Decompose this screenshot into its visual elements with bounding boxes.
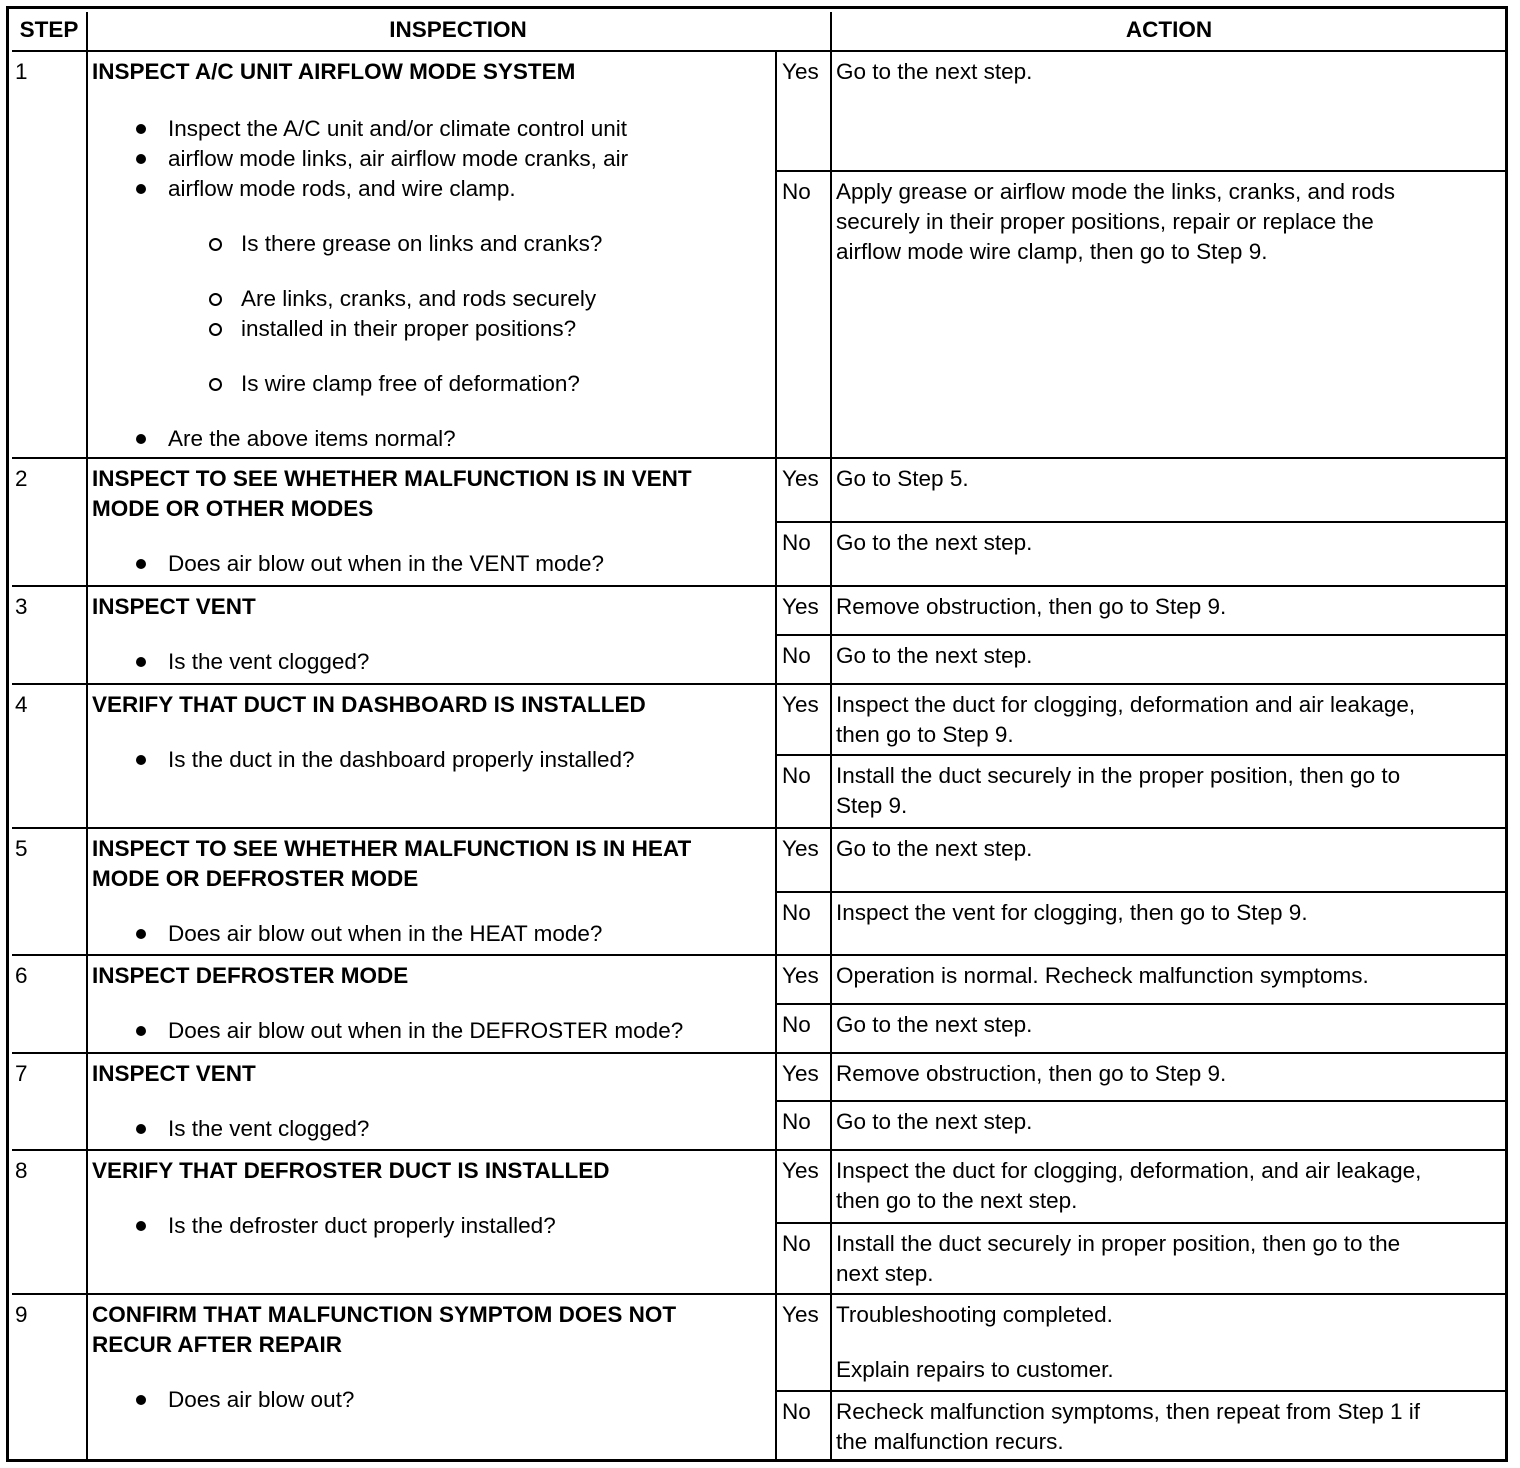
yes-label: Yes xyxy=(782,836,819,861)
step-number: 7 xyxy=(15,1061,28,1086)
no-label: No xyxy=(782,1231,811,1256)
yes-no-divider-3 xyxy=(775,634,1508,636)
yes-action: then go to the next step. xyxy=(836,1188,1078,1213)
yes-action: Troubleshooting completed. xyxy=(836,1302,1113,1327)
inspection-bullet: Does air blow out? xyxy=(168,1385,354,1415)
no-action: Recheck malfunction symptoms, then repeat from Step 1 if xyxy=(836,1399,1421,1424)
inspection-bullet: airflow mode links, air airflow mode cranks, air xyxy=(168,144,628,174)
inspection-subitem: Are links, cranks, and rods securely xyxy=(241,284,596,314)
no-action: Install the duct securely in the proper position, then go to xyxy=(836,763,1401,788)
no-label: No xyxy=(782,900,811,925)
no-label: No xyxy=(782,643,811,668)
troubleshooting-table xyxy=(6,6,1508,1462)
header-divider xyxy=(12,50,1508,52)
yes-no-divider-5 xyxy=(775,891,1508,893)
yes-label: Yes xyxy=(782,1061,819,1086)
inspection-bullet: Is the vent clogged? xyxy=(168,1114,369,1144)
inspection-bullet: Does air blow out when in the VENT mode? xyxy=(168,549,604,579)
yes-label: Yes xyxy=(782,963,819,988)
header-inspection: INSPECTION xyxy=(389,17,527,42)
no-label: No xyxy=(782,1012,811,1037)
no-action: Inspect the vent for clogging, then go to Step 9. xyxy=(836,900,1308,925)
inspection-bullet: Is the duct in the dashboard properly installed? xyxy=(168,745,635,775)
yes-action: Inspect the duct for clogging, deformation and air leakage, xyxy=(836,692,1416,717)
step-number: 9 xyxy=(15,1302,28,1327)
inspection-title: INSPECT DEFROSTER MODE xyxy=(92,963,409,988)
no-action: Go to the next step. xyxy=(836,1012,1033,1037)
inspection-title: INSPECT A/C UNIT AIRFLOW MODE SYSTEM xyxy=(92,59,576,84)
yes-action: Remove obstruction, then go to Step 9. xyxy=(836,594,1227,619)
yes-no-divider-7 xyxy=(775,1100,1508,1102)
no-action: securely in their proper positions, repair or replace the xyxy=(836,209,1374,234)
step-number: 3 xyxy=(15,594,28,619)
yes-action: Remove obstruction, then go to Step 9. xyxy=(836,1061,1227,1086)
yes-label: Yes xyxy=(782,59,819,84)
inspection-title: RECUR AFTER REPAIR xyxy=(92,1332,343,1357)
step-number: 8 xyxy=(15,1158,28,1183)
no-action: Install the duct securely in proper position, then go to the xyxy=(836,1231,1401,1256)
yes-no-divider-1 xyxy=(775,170,1508,172)
step-number: 6 xyxy=(15,963,28,988)
header-step: STEP xyxy=(19,17,79,42)
inspection-title: VERIFY THAT DUCT IN DASHBOARD IS INSTALLED xyxy=(92,692,646,717)
no-action: Go to the next step. xyxy=(836,643,1033,668)
row-divider-4 xyxy=(12,827,1508,829)
yes-no-divider-2 xyxy=(775,521,1508,523)
step-number: 4 xyxy=(15,692,28,717)
yes-action: Operation is normal. Recheck malfunction symptoms. xyxy=(836,963,1369,988)
inspection-title: VERIFY THAT DEFROSTER DUCT IS INSTALLED xyxy=(92,1158,610,1183)
no-label: No xyxy=(782,530,811,555)
inspection-bullet: Inspect the A/C unit and/or climate control unit xyxy=(168,114,627,144)
inspection-title: MODE OR OTHER MODES xyxy=(92,496,374,521)
yes-label: Yes xyxy=(782,1302,819,1327)
no-label: No xyxy=(782,763,811,788)
yes-no-column-divider xyxy=(775,51,777,1462)
no-label: No xyxy=(782,1109,811,1134)
action-column-divider xyxy=(830,12,832,1462)
yes-no-divider-8 xyxy=(775,1222,1508,1224)
inspection-bullet: Is the vent clogged? xyxy=(168,647,369,677)
no-action: Step 9. xyxy=(836,793,908,818)
inspection-bullet: Does air blow out when in the HEAT mode? xyxy=(168,919,602,949)
inspection-title: INSPECT TO SEE WHETHER MALFUNCTION IS IN HEAT xyxy=(92,836,692,861)
no-action: the malfunction recurs. xyxy=(836,1429,1064,1454)
inspection-subitem: installed in their proper positions? xyxy=(241,314,576,344)
no-action: airflow mode wire clamp, then go to Step 9. xyxy=(836,239,1268,264)
yes-action: Explain repairs to customer. xyxy=(836,1357,1114,1382)
yes-label: Yes xyxy=(782,594,819,619)
no-label: No xyxy=(782,179,811,204)
yes-label: Yes xyxy=(782,1158,819,1183)
yes-no-divider-9 xyxy=(775,1390,1508,1392)
yes-action: then go to Step 9. xyxy=(836,722,1014,747)
row-divider-2 xyxy=(12,585,1508,587)
no-action: next step. xyxy=(836,1261,934,1286)
step-number: 1 xyxy=(15,59,28,84)
step-number: 2 xyxy=(15,466,28,491)
row-divider-3 xyxy=(12,683,1508,685)
inspection-bullet: airflow mode rods, and wire clamp. xyxy=(168,174,516,204)
inspection-bullet: Does air blow out when in the DEFROSTER mode? xyxy=(168,1016,683,1046)
no-action: Go to the next step. xyxy=(836,530,1033,555)
no-action: Apply grease or airflow mode the links, cranks, and rods xyxy=(836,179,1396,204)
no-action: Go to the next step. xyxy=(836,1109,1033,1134)
row-divider-6 xyxy=(12,1052,1508,1054)
yes-action: Go to the next step. xyxy=(836,836,1033,861)
inspection-title: CONFIRM THAT MALFUNCTION SYMPTOM DOES NOT xyxy=(92,1302,677,1327)
yes-no-divider-4 xyxy=(775,754,1508,756)
yes-no-divider-6 xyxy=(775,1003,1508,1005)
no-label: No xyxy=(782,1399,811,1424)
inspection-title: INSPECT TO SEE WHETHER MALFUNCTION IS IN VENT xyxy=(92,466,692,491)
step-column-divider xyxy=(86,12,88,1462)
header-action: ACTION xyxy=(1125,17,1213,42)
inspection-subitem: Is there grease on links and cranks? xyxy=(241,229,602,259)
yes-action: Go to Step 5. xyxy=(836,466,969,491)
row-divider-7 xyxy=(12,1149,1508,1151)
inspection-bullet: Is the defroster duct properly installed? xyxy=(168,1211,556,1241)
row-divider-5 xyxy=(12,954,1508,956)
row-divider-1 xyxy=(12,457,1508,459)
yes-action: Go to the next step. xyxy=(836,59,1033,84)
inspection-bullet: Are the above items normal? xyxy=(168,424,456,454)
yes-label: Yes xyxy=(782,466,819,491)
inspection-title: INSPECT VENT xyxy=(92,594,256,619)
inspection-title: MODE OR DEFROSTER MODE xyxy=(92,866,419,891)
inspection-subitem: Is wire clamp free of deformation? xyxy=(241,369,580,399)
yes-label: Yes xyxy=(782,692,819,717)
inspection-title: INSPECT VENT xyxy=(92,1061,256,1086)
step-number: 5 xyxy=(15,836,28,861)
row-divider-8 xyxy=(12,1293,1508,1295)
yes-action: Inspect the duct for clogging, deformation, and air leakage, xyxy=(836,1158,1422,1183)
